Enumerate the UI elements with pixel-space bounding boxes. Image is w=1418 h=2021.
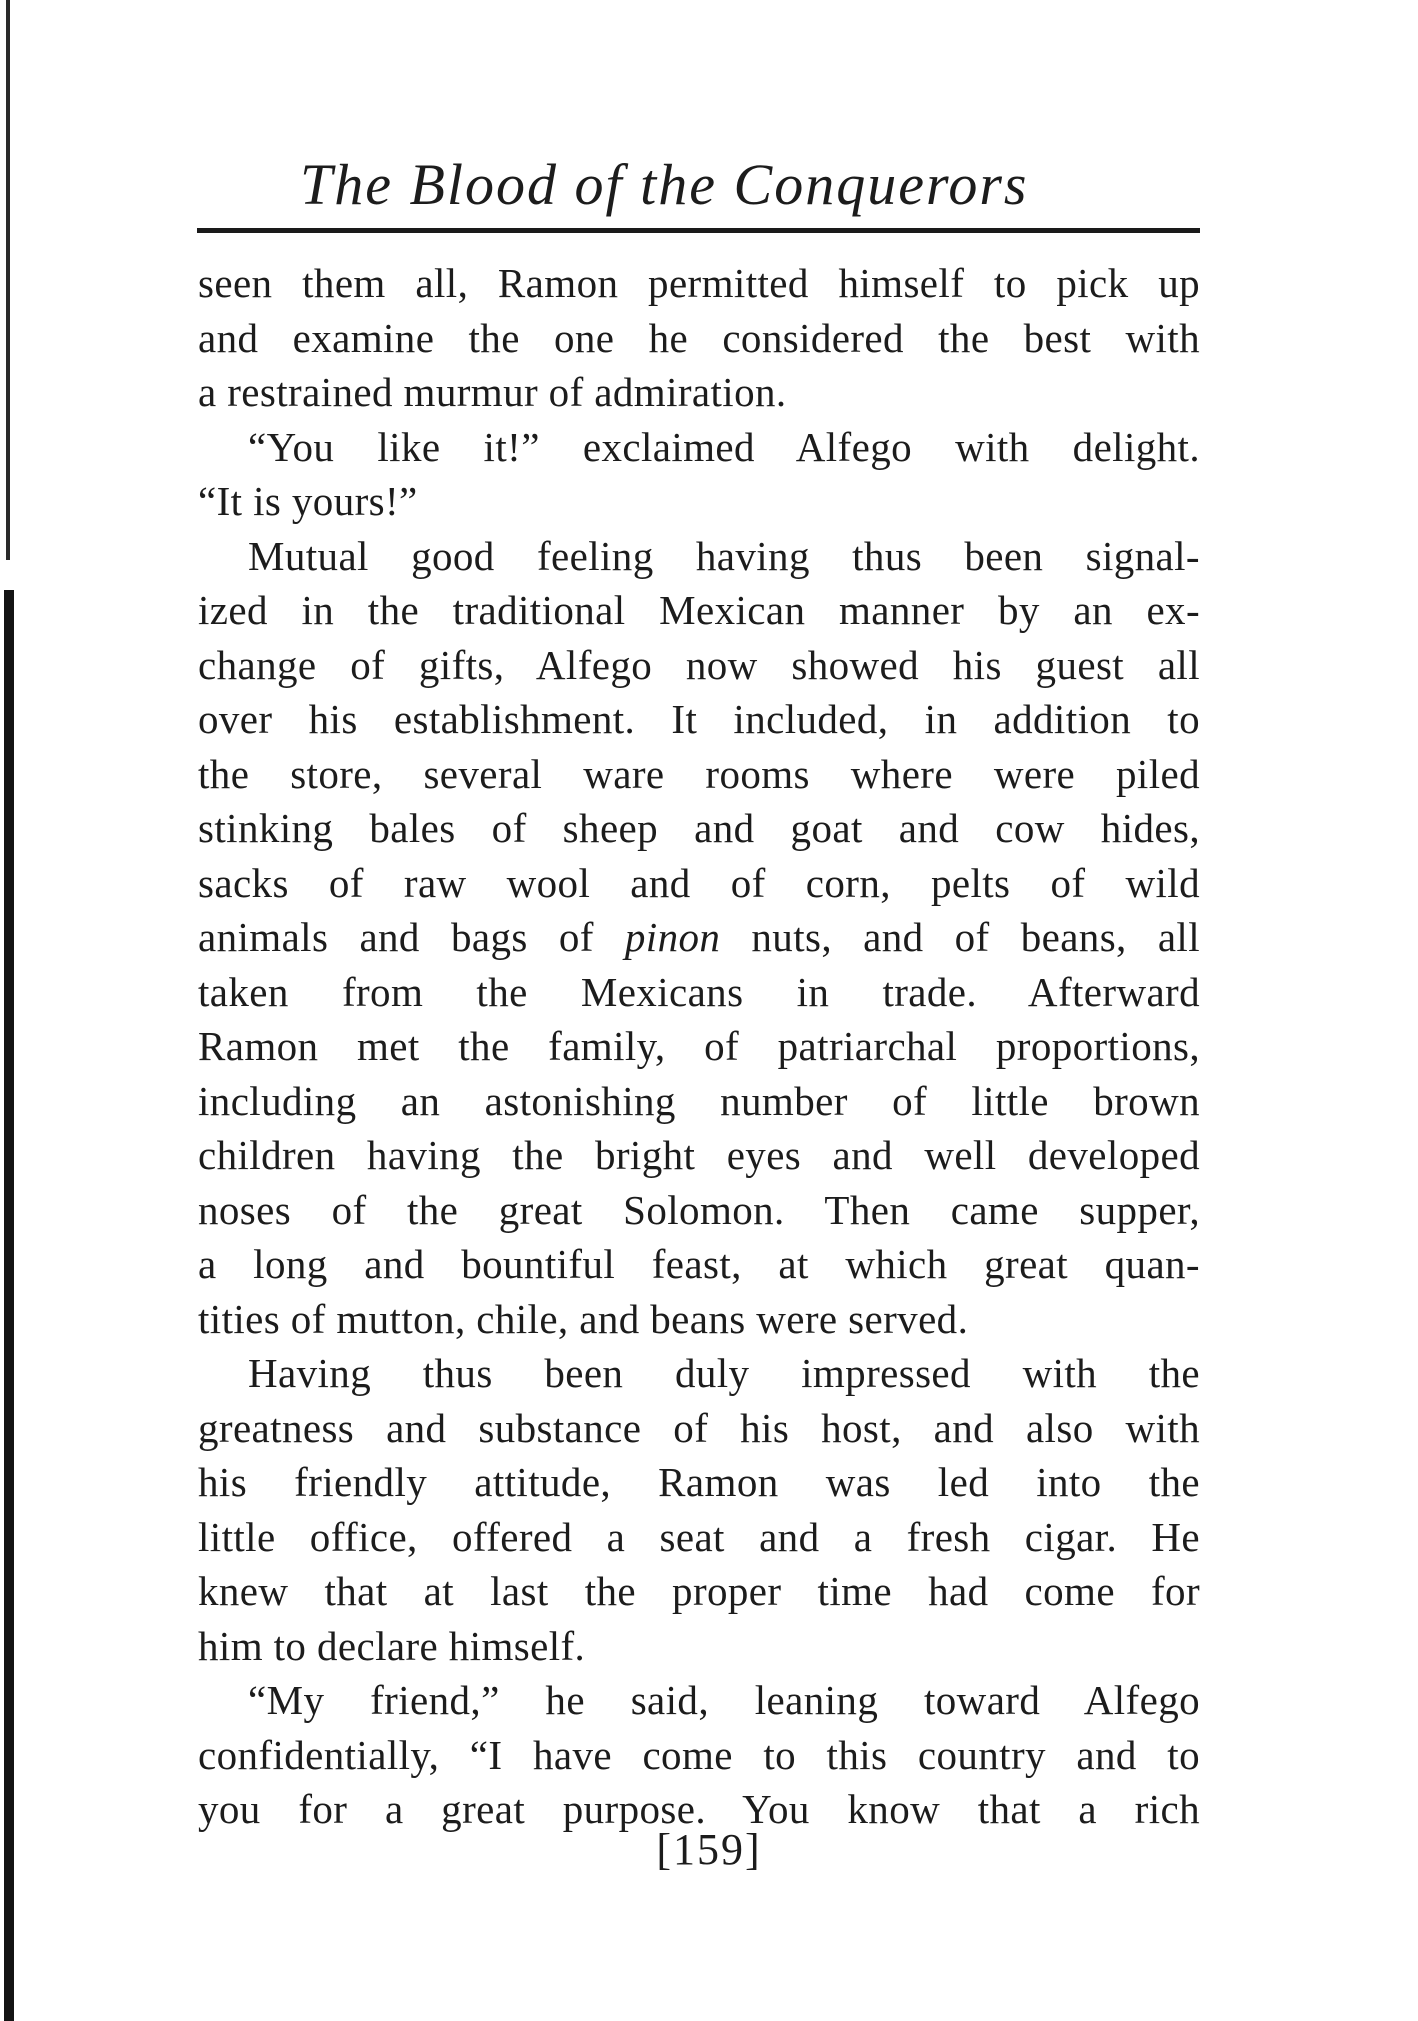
text-segment: children having the bright eyes and well developed — [198, 1132, 1200, 1178]
text-line — [198, 638, 1200, 693]
text-segment: stinking bales of sheep and goat and cow hides, — [198, 805, 1200, 851]
text-line — [198, 1401, 1200, 1456]
text-line — [198, 1183, 1200, 1238]
text-line — [198, 311, 1200, 366]
text-segment: confidentially, “I have come to this country and to — [198, 1731, 1200, 1778]
text-line — [198, 801, 1200, 856]
text-line — [198, 1074, 1200, 1129]
text-segment: a restrained murmur of admiration. — [198, 369, 787, 415]
text-line — [198, 1510, 1200, 1565]
text-segment: “My friend,” he said, leaning toward Alfego — [248, 1677, 1200, 1723]
text-line — [198, 965, 1200, 1020]
text-line — [198, 474, 1200, 529]
text-segment: Ramon met the family, of patriarchal proportions, — [198, 1023, 1200, 1069]
text-line — [198, 529, 1200, 584]
running-head-title: The Blood of the Conquerors — [300, 152, 1029, 217]
text-line — [198, 583, 1200, 638]
text-line — [198, 1128, 1200, 1183]
text-segment: tities of mutton, chile, and beans were served. — [198, 1295, 969, 1342]
text-segment: “You like it!” exclaimed Alfego with delight. — [248, 423, 1200, 470]
italic-word: pinon — [624, 914, 721, 960]
text-segment: Having thus been duly impressed with the — [248, 1350, 1200, 1396]
text-segment: including an astonishing number of little brown — [198, 1077, 1200, 1124]
text-segment: sacks of raw wool and of corn, pelts of wild — [198, 859, 1200, 906]
text-line — [198, 1564, 1200, 1619]
text-line — [198, 1619, 1200, 1674]
text-line — [198, 420, 1200, 475]
text-line — [198, 1292, 1200, 1347]
text-line — [198, 692, 1200, 747]
text-line — [198, 747, 1200, 802]
text-segment: you for a great purpose. You know that a rich — [198, 1786, 1200, 1832]
page-number: [159] — [656, 1825, 762, 1874]
text-segment: seen them all, Ramon permitted himself to pick up — [198, 260, 1200, 306]
text-segment: greatness and substance of his host, and also with — [198, 1404, 1200, 1451]
text-segment: taken from the Mexicans in trade. Afterward — [198, 968, 1200, 1015]
text-line — [198, 1728, 1200, 1783]
text-segment: him to declare himself. — [198, 1622, 586, 1669]
text-line — [198, 1019, 1200, 1074]
running-head — [200, 150, 1200, 220]
binding-edge-shadow — [6, 0, 10, 560]
text-segment: Mutual good feeling having thus been signal- — [248, 532, 1200, 579]
text-segment: nuts, and of beans, all — [720, 914, 1200, 960]
text-segment: and examine the one he considered the best with — [198, 314, 1200, 361]
text-line — [198, 365, 1200, 420]
text-segment: little office, offered a seat and a fresh cigar. He — [198, 1513, 1200, 1560]
text-segment: a long and bountiful feast, at which great quan- — [198, 1241, 1200, 1287]
text-segment: change of gifts, Alfego now showed his guest all — [198, 641, 1200, 688]
binding-edge-shadow — [4, 590, 14, 2021]
text-segment: over his establishment. It included, in addition to — [198, 696, 1200, 742]
text-segment: the store, several ware rooms where were piled — [198, 750, 1200, 797]
text-line — [198, 910, 1200, 965]
text-segment: ized in the traditional Mexican manner by an ex- — [198, 587, 1200, 633]
text-segment: his friendly attitude, Ramon was led into the — [198, 1459, 1200, 1505]
text-segment: noses of the great Solomon. Then came supper, — [198, 1186, 1200, 1233]
text-segment: knew that at last the proper time had come for — [198, 1568, 1200, 1614]
text-line — [198, 1673, 1200, 1728]
text-segment: animals and bags of — [198, 914, 625, 960]
text-line — [198, 1237, 1200, 1292]
text-segment: “It is yours!” — [198, 478, 418, 524]
text-line — [198, 256, 1200, 311]
text-line — [198, 856, 1200, 911]
text-line — [198, 1346, 1200, 1401]
body-text — [198, 256, 1200, 1837]
header-rule — [197, 228, 1200, 233]
text-line — [198, 1455, 1200, 1510]
